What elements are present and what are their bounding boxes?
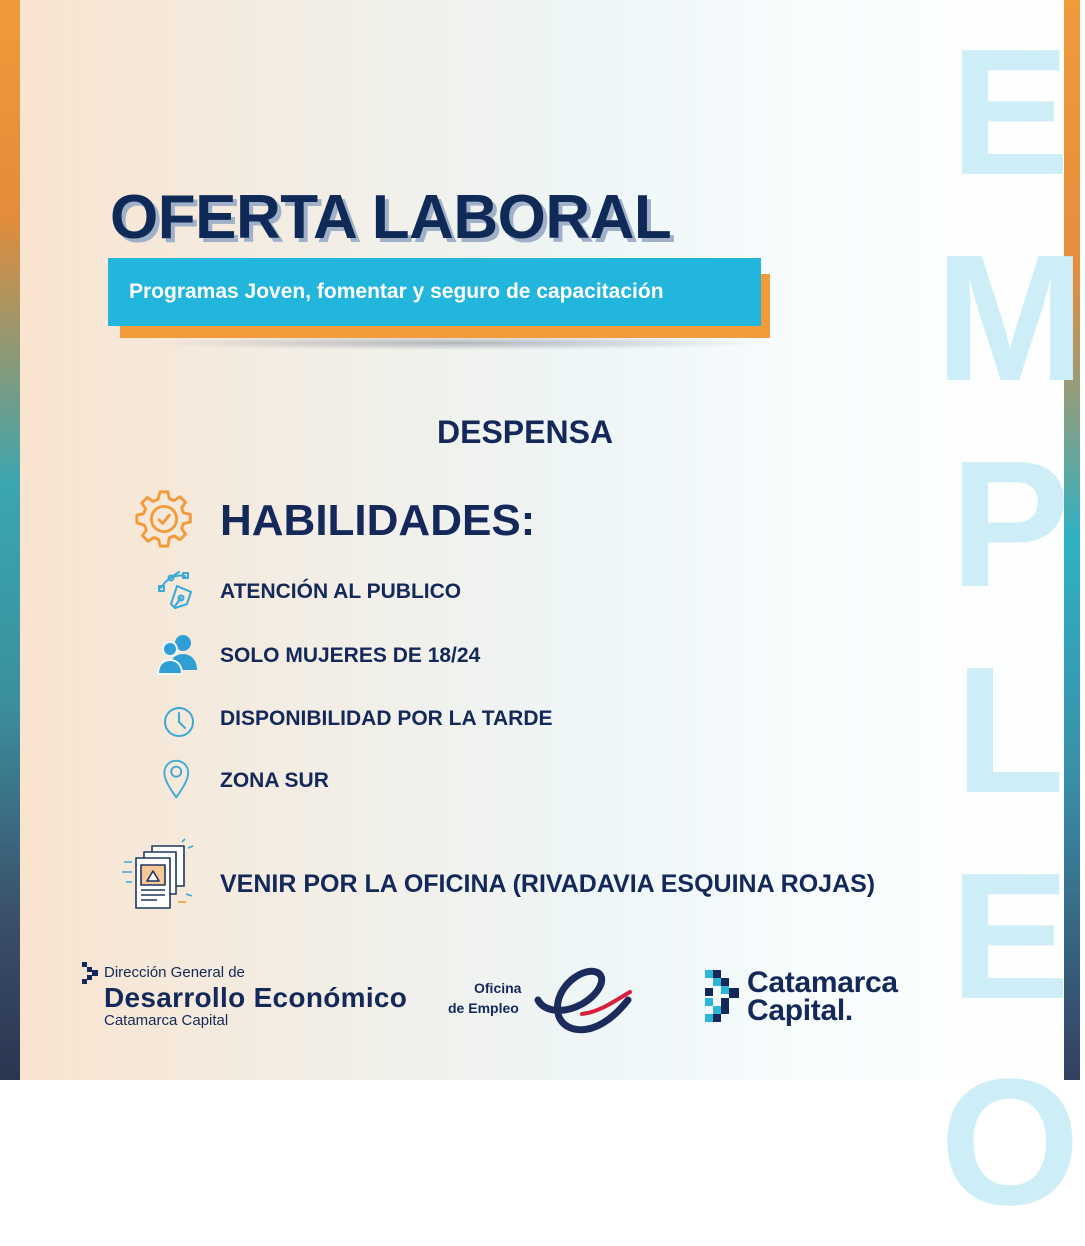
pen-tool-icon bbox=[157, 568, 201, 612]
skill-label: ATENCIÓN AL PUBLICO bbox=[220, 580, 462, 603]
skill-item bbox=[157, 695, 857, 741]
job-position: DESPENSA bbox=[437, 414, 614, 450]
watermark-letter: E bbox=[949, 12, 1071, 213]
empleo-watermark bbox=[935, 10, 1085, 1246]
watermark-letter: L bbox=[955, 630, 1065, 831]
ddge-line1: Dirección General de bbox=[104, 964, 245, 981]
gear-check-icon bbox=[133, 488, 195, 550]
capital-line1: Catamarca bbox=[747, 966, 898, 999]
e-swoosh-icon bbox=[532, 960, 638, 1036]
watermark-letter: P bbox=[949, 424, 1071, 625]
watermark-letter: O bbox=[940, 1042, 1081, 1243]
skill-label: DISPONIBILIDAD POR LA TARDE bbox=[220, 707, 553, 730]
documents-icon bbox=[118, 838, 198, 912]
capital-line2: Capital. bbox=[747, 994, 853, 1027]
skill-item bbox=[157, 568, 857, 614]
skill-label: ZONA SUR bbox=[220, 769, 329, 792]
venue-instructions: VENIR POR LA OFICINA (RIVADAVIA ESQUINA ROJAS) bbox=[220, 870, 876, 898]
banner-shadow bbox=[148, 336, 768, 350]
skill-item bbox=[157, 632, 857, 678]
ddge-line3: Catamarca Capital bbox=[104, 1012, 229, 1029]
skill-label: SOLO MUJERES DE 18/24 bbox=[220, 644, 481, 667]
clock-icon bbox=[157, 695, 201, 739]
catamarca-capital-logo bbox=[705, 968, 925, 1028]
watermark-letter: E bbox=[949, 836, 1071, 1037]
oficina-line2: de Empleo bbox=[448, 1000, 519, 1016]
capital-logo-mark bbox=[705, 970, 745, 1022]
watermark-letter: M bbox=[935, 218, 1085, 419]
subtitle-text: Programas Joven, fomentar y seguro de capacitación bbox=[108, 258, 761, 326]
users-icon bbox=[157, 632, 201, 676]
ddge-logo bbox=[82, 962, 432, 1032]
left-gradient-edge bbox=[0, 0, 20, 1080]
skill-item bbox=[157, 757, 857, 803]
ddge-line2: Desarrollo Económico bbox=[104, 982, 408, 1013]
page-title: OFERTA LABORAL bbox=[110, 183, 672, 252]
skills-heading: HABILIDADES: bbox=[220, 496, 536, 545]
ddge-logo-mark bbox=[82, 962, 100, 984]
subtitle-banner bbox=[108, 258, 773, 348]
oficina-empleo-logo bbox=[446, 958, 646, 1038]
oficina-line1: Oficina bbox=[474, 980, 522, 996]
location-pin-icon bbox=[157, 757, 201, 801]
